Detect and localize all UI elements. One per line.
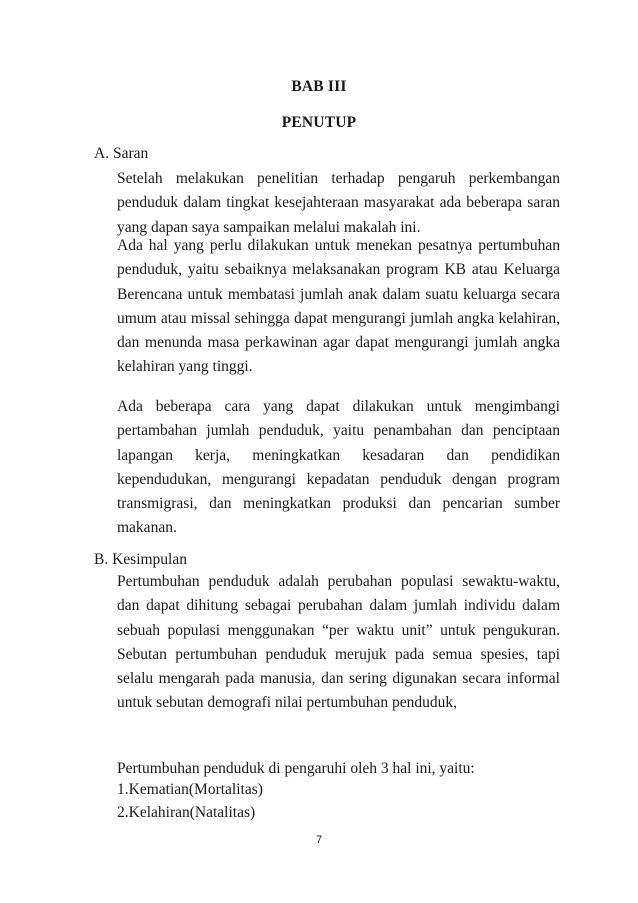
chapter-title: PENUTUP [281,114,357,131]
saran-paragraph-1: Setelah melakukan penelitian terhadap pengaruh perkembangan penduduk dalam tingkat kesejahteraan masyarakat ada beberapa saran yang dapan saya sampaikan melalui makalah ini. [117,170,560,236]
list-item: 2.Kelahiran(Natalitas) [117,803,256,821]
kesimpulan-paragraph-1: Pertumbuhan penduduk adalah perubahan populasi sewaktu-waktu, dan dapat dihitung sebagai perubahan dalam jumlah individu dalam sebuah populasi menggunakan “per waktu unit” untuk pengukuran. Sebutan pertumbuhan penduduk merujuk pada semua spesies, tapi selalu mengarah pada manusia, dan sering digunakan secara informal untuk sebutan demografi nilai pertumbuhan penduduk, [117,573,560,712]
list-item: 1.Kematian(Mortalitas) [117,781,263,798]
saran-paragraph-2: Ada hal yang perlu dilakukan untuk menekan pesatnya pertumbuhan penduduk, yaitu sebaiknya melaksanakan program KB atau Keluarga Berencana untuk membatasi jumlah anak dalam suatu keluarga secara umum atau missal sehingga dapat mengurangi jumlah angka kelahiran, dan menunda masa perkawinan agar dapat mengurangi jumlah angka kelahiran yang tinggi. [117,237,560,376]
kesimpulan-paragraph-2: Pertumbuhan penduduk di pengaruhi oleh 3 hal ini, yaitu: [117,760,475,777]
section-heading-saran: A. Saran [94,145,149,162]
page-number: 7 [315,834,323,846]
saran-paragraph-3: Ada beberapa cara yang dapat dilakukan untuk mengimbangi pertambahan jumlah penduduk, yaitu penambahan dan penciptaan lapangan kerja, meningkatkan kesadaran dan pendidikan kependudukan, mengurangi kepadatan penduduk dengan program transmigrasi, dan meningkatkan produksi dan pencarian sumber makanan. [117,398,560,537]
chapter-heading: BAB III [291,78,347,95]
section-heading-kesimpulan: B. Kesimpulan [94,551,187,568]
factor-list [117,779,263,824]
